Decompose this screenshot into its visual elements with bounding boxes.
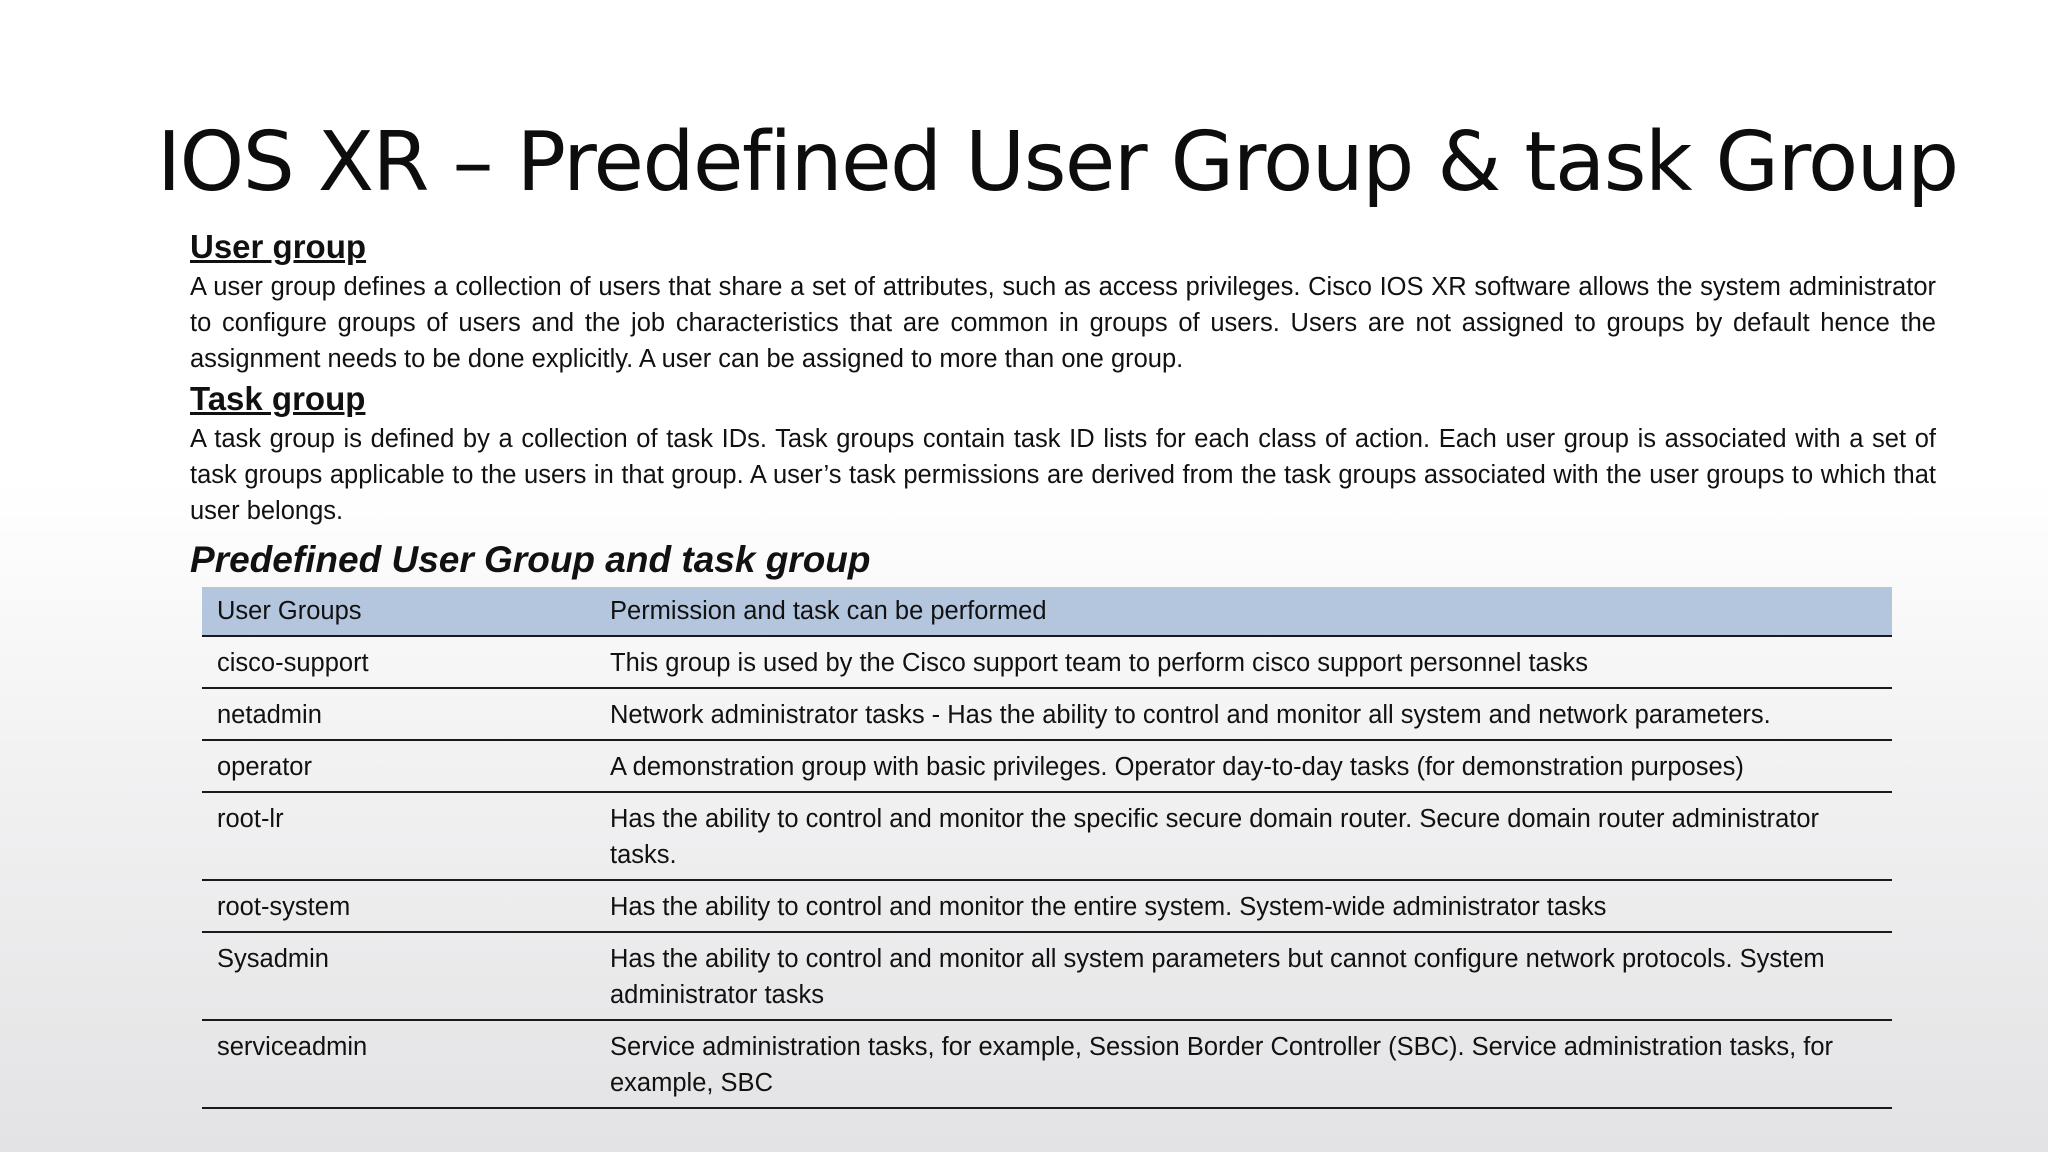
user-group-name: root-system xyxy=(202,880,595,932)
table-row xyxy=(202,792,1892,880)
slide-content xyxy=(190,225,1936,1109)
column-header-permissions: Permission and task can be performed xyxy=(595,587,1892,636)
table-heading: Predefined User Group and task group xyxy=(190,539,871,580)
user-group-description: A user group defines a collection of users that share a set of attributes, such as access privileges. Cisco IOS XR software allows the system administrator to configure groups of users and the job characteristics that are common in groups of users. Users are not assigned to groups by default hence the assignment needs to be done explicitly. A user can be assigned to more than one group. xyxy=(190,273,1936,373)
table-row xyxy=(202,740,1892,792)
table-row xyxy=(202,932,1892,1020)
user-group-permission: Has the ability to control and monitor the specific secure domain router. Secure domain router administrator tasks. xyxy=(595,792,1892,880)
user-group-name: operator xyxy=(202,740,595,792)
user-group-permission: Service administration tasks, for example, Session Border Controller (SBC). Service administration tasks, for example, SBC xyxy=(595,1020,1892,1108)
user-group-permission: Has the ability to control and monitor all system parameters but cannot configure network protocols. System administrator tasks xyxy=(595,932,1892,1020)
user-group-name: Sysadmin xyxy=(202,932,595,1020)
user-group-name: root-lr xyxy=(202,792,595,880)
user-group-name: serviceadmin xyxy=(202,1020,595,1108)
user-group-permission: This group is used by the Cisco support team to perform cisco support personnel tasks xyxy=(595,636,1892,688)
user-group-permission: Has the ability to control and monitor the entire system. System-wide administrator tasks xyxy=(595,880,1892,932)
user-group-name: cisco-support xyxy=(202,636,595,688)
table-row xyxy=(202,1020,1892,1108)
table-row xyxy=(202,688,1892,740)
table-row xyxy=(202,880,1892,932)
user-groups-table xyxy=(202,587,1892,1109)
slide-title: IOS XR – Predefined User Group & task Group xyxy=(157,115,1958,210)
user-group-permission: A demonstration group with basic privileges. Operator day-to-day tasks (for demonstration purposes) xyxy=(595,740,1892,792)
user-group-heading: User group xyxy=(190,228,367,265)
table-row xyxy=(202,636,1892,688)
table-header-row xyxy=(202,587,1892,636)
task-group-description: A task group is defined by a collection of task IDs. Task groups contain task ID lists for each class of action. Each user group is associated with a set of task groups applicable to the users in that group. A user’s task permissions are derived from the task groups associated with the user groups to which that user belongs. xyxy=(190,425,1936,525)
user-group-name: netadmin xyxy=(202,688,595,740)
task-group-heading: Task group xyxy=(190,380,366,417)
user-group-permission: Network administrator tasks - Has the ability to control and monitor all system and network parameters. xyxy=(595,688,1892,740)
column-header-user-groups: User Groups xyxy=(202,587,595,636)
